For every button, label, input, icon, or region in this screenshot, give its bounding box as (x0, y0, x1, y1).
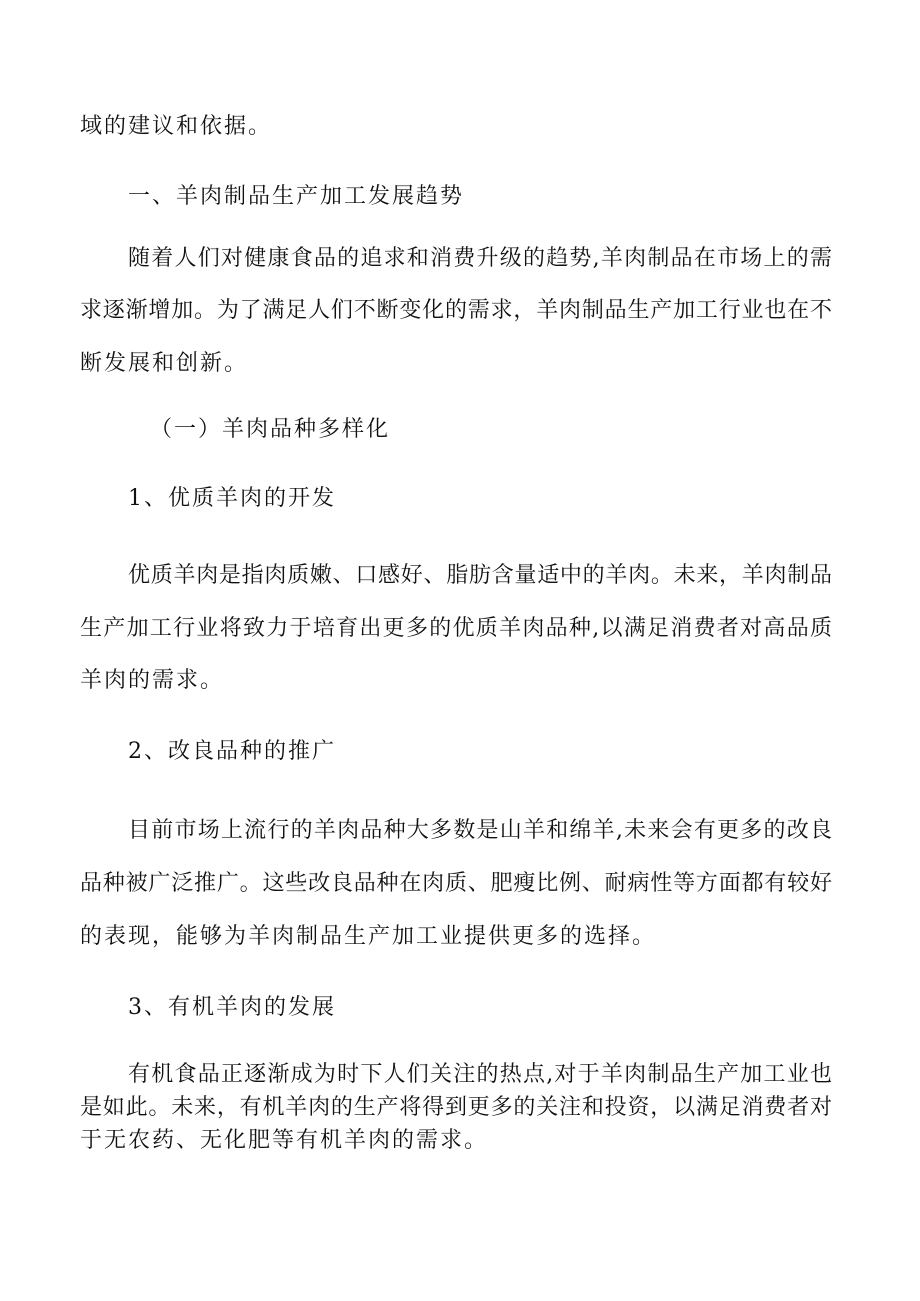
item-paragraph-line: 是如此。未来，有机羊肉的生产将得到更多的关注和投资，以满足消费者对 (80, 1095, 832, 1120)
item-paragraph-line: 生产加工行业将致力于培育出更多的优质羊肉品种,以满足消费者对高品质 (80, 616, 832, 641)
section-paragraph-line: 断发展和创新。 (80, 351, 249, 376)
intro-tail-text: 域的建议和依据。 (80, 114, 273, 139)
subsection-heading: （一）羊肉品种多样化 (150, 417, 391, 442)
item-paragraph-line: 目前市场上流行的羊肉品种大多数是山羊和绵羊,未来会有更多的改良 (128, 818, 832, 843)
item-paragraph-line: 的表现，能够为羊肉制品生产加工业提供更多的选择。 (80, 924, 657, 949)
item-heading: 3、有机羊肉的发展 (128, 995, 336, 1020)
item-paragraph-line: 有机食品正逐渐成为时下人们关注的热点,对于羊肉制品生产加工业也 (128, 1062, 832, 1087)
section-paragraph-line: 随着人们对健康食品的追求和消费升级的趋势,羊肉制品在市场上的需 (128, 246, 832, 271)
section-paragraph-line: 求逐渐增加。为了满足人们不断变化的需求，羊肉制品生产加工行业也在不 (80, 298, 832, 323)
item-paragraph-line: 于无农药、无化肥等有机羊肉的需求。 (80, 1128, 489, 1153)
item-paragraph-line: 品种被广泛推广。这些改良品种在肉质、肥瘦比例、耐病性等方面都有较好 (80, 871, 832, 896)
section-heading: 一、羊肉制品生产加工发展趋势 (128, 184, 465, 209)
item-heading: 2、改良品种的推广 (128, 739, 336, 764)
item-paragraph-line: 羊肉的需求。 (80, 668, 225, 693)
item-paragraph-line: 优质羊肉是指肉质嫩、口感好、脂肪含量适中的羊肉。未来，羊肉制品 (128, 563, 832, 588)
item-heading: 1、优质羊肉的开发 (128, 486, 336, 511)
